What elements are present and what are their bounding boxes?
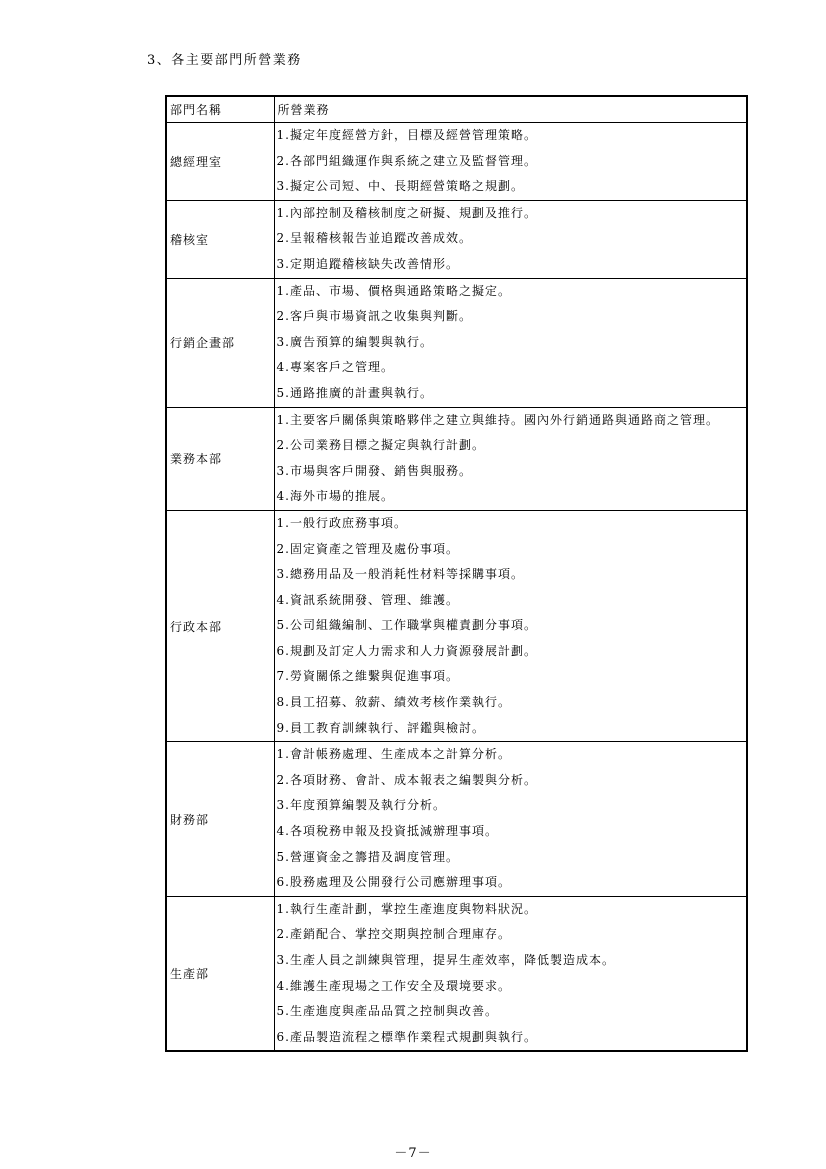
duty-item: 5.公司組織編制、工作職掌與權責劃分事項。 — [276, 618, 537, 633]
duty-item: 2.呈報稽核報告並追蹤改善成效。 — [276, 231, 472, 246]
table-header-row — [166, 96, 747, 123]
duty-item: 1.擬定年度經營方針，目標及經營管理策略。 — [276, 128, 537, 142]
duty-item: 4.專案客戶之管理。 — [276, 360, 394, 375]
duty-item: 3.擬定公司短、中、長期經營策略之規劃。 — [276, 179, 524, 194]
duty-item: 1.會計帳務處理、生產成本之計算分析。 — [276, 747, 511, 762]
section-title: 3、各主要部門所營業務 — [147, 53, 302, 68]
table-row — [166, 742, 747, 897]
duties-cell — [274, 200, 747, 278]
table-row — [166, 278, 747, 407]
duty-item: 4.海外市場的推展。 — [276, 489, 394, 504]
duty-item: 3.廣告預算的編製與執行。 — [276, 334, 433, 349]
department-name-cell: 生產部 — [166, 896, 274, 1051]
duty-item: 7.勞資關係之維繫與促進事項。 — [276, 669, 459, 684]
table-row — [166, 200, 747, 278]
duty-item: 1.產品、市場、價格與通路策略之擬定。 — [276, 283, 511, 298]
duties-cell — [274, 407, 747, 510]
duty-item: 6.產品製造流程之標準作業程式規劃與執行。 — [276, 1029, 537, 1044]
duty-item: 9.員工教育訓練執行、評鑑與檢討。 — [276, 720, 485, 735]
duty-item: 6.股務處理及公開發行公司應辦理事項。 — [276, 875, 511, 890]
duty-item: 1.內部控制及稽核制度之研擬、規劃及推行。 — [276, 205, 537, 220]
department-name-cell: 總經理室 — [166, 123, 274, 201]
page-number: －7－ — [394, 1146, 432, 1161]
table-row — [166, 407, 747, 510]
duty-item: 8.員工招募、敘薪、績效考核作業執行。 — [276, 695, 511, 710]
duty-item: 3.市場與客戶開發、銷售與服務。 — [276, 463, 472, 478]
department-name-cell: 行政本部 — [166, 510, 274, 741]
duties-cell — [274, 278, 747, 407]
department-name-cell: 稽核室 — [166, 200, 274, 278]
duty-item: 5.營運資金之籌措及調度管理。 — [276, 849, 459, 864]
table-row — [166, 896, 747, 1051]
duty-item: 5.通路推廣的計畫與執行。 — [276, 385, 433, 400]
department-name-cell: 財務部 — [166, 742, 274, 897]
header-duties: 所營業務 — [274, 96, 747, 123]
header-department: 部門名稱 — [166, 96, 274, 123]
department-name-cell: 行銷企畫部 — [166, 278, 274, 407]
table-row — [166, 510, 747, 741]
duty-item: 4.維護生產現場之工作安全及環境要求。 — [276, 978, 511, 993]
duty-item: 4.各項稅務申報及投資抵減辦理事項。 — [276, 824, 498, 839]
duty-item: 1.主要客戶關係與策略夥伴之建立與維持。國內外行銷通路與通路商之管理。 — [276, 412, 719, 427]
duty-item: 2.各部門組織運作與系統之建立及監督管理。 — [276, 153, 537, 168]
duty-item: 3.年度預算編製及執行分析。 — [276, 798, 446, 813]
duty-item: 1.執行生產計劃，掌控生產進度與物料狀況。 — [276, 901, 537, 916]
duty-item: 2.產銷配合、掌控交期與控制合理庫存。 — [276, 927, 511, 942]
duty-item: 2.客戶與市場資訊之收集與判斷。 — [276, 309, 472, 324]
duty-item: 3.生產人員之訓練與管理，提昇生產效率，降低製造成本。 — [276, 953, 615, 967]
table-row — [166, 123, 747, 201]
duty-item: 5.生產進度與產品品質之控制與改善。 — [276, 1004, 498, 1019]
duties-cell — [274, 896, 747, 1051]
duty-item: 2.固定資產之管理及處份事項。 — [276, 541, 459, 556]
table-body — [166, 123, 747, 1052]
duty-item: 2.各項財務、會計、成本報表之編製與分析。 — [276, 772, 537, 787]
duty-item: 3.總務用品及一般消耗性材料等採購事項。 — [276, 567, 524, 582]
duties-cell — [274, 123, 747, 201]
duty-item: 1.一般行政庶務事項。 — [276, 515, 407, 530]
department-duties-table — [165, 95, 748, 1052]
duty-item: 4.資訊系統開發、管理、維護。 — [276, 592, 459, 607]
duty-item: 3.定期追蹤稽核缺失改善情形。 — [276, 256, 459, 271]
duty-item: 2.公司業務目標之擬定與執行計劃。 — [276, 438, 485, 453]
department-name-cell: 業務本部 — [166, 407, 274, 510]
duties-cell — [274, 510, 747, 741]
duties-cell — [274, 742, 747, 897]
duty-item: 6.規劃及訂定人力需求和人力資源發展計劃。 — [276, 643, 537, 658]
